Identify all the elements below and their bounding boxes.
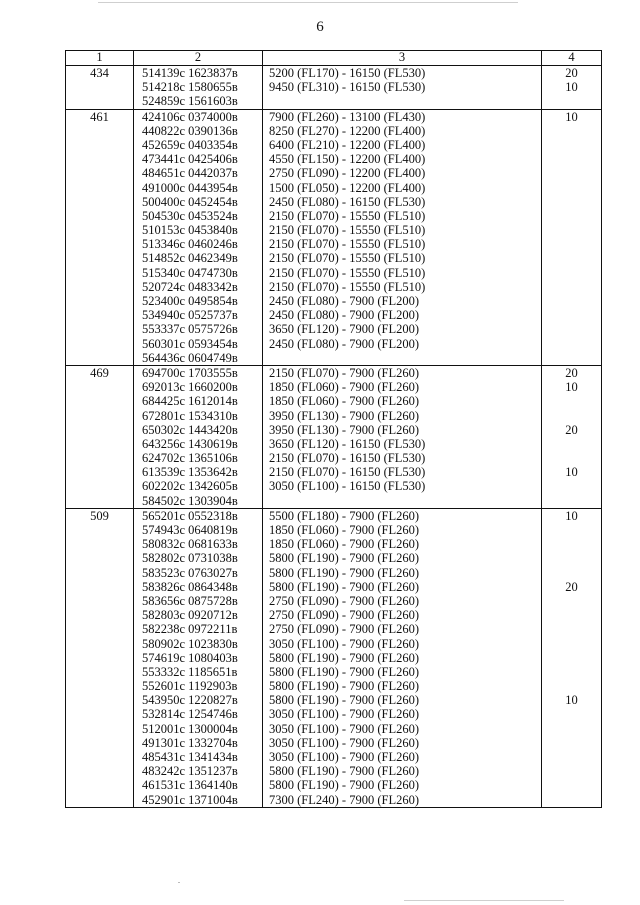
level-range-line: 5800 (FL190) - 7900 (FL260) — [269, 664, 419, 679]
coordinate-line: 461531с 1364140в — [142, 778, 238, 793]
value-line — [542, 750, 601, 764]
level-range-line: 5800 (FL190) - 7900 (FL260) — [269, 679, 419, 694]
level-range-line: 2450 (FL080) - 7900 (FL200) — [269, 308, 419, 323]
group-id: 509 — [90, 508, 109, 523]
level-range-line: 5800 (FL190) - 7900 (FL260) — [269, 778, 419, 793]
value-line: 10 — [565, 465, 578, 480]
value-line: 20 — [565, 422, 578, 437]
value-line — [542, 651, 601, 665]
value-line — [542, 294, 601, 308]
value-line — [542, 551, 601, 565]
coordinate-line: 484651с 0442037в — [142, 166, 238, 181]
levels-cell — [263, 109, 542, 365]
level-range-line: 5800 (FL190) - 7900 (FL260) — [269, 579, 419, 594]
level-range-line: 3050 (FL100) - 16150 (FL530) — [269, 479, 426, 494]
level-range-line: 2150 (FL070) - 15550 (FL510) — [269, 265, 426, 280]
levels-cell — [263, 508, 542, 807]
group-id-cell — [66, 508, 134, 807]
value-line: 10 — [565, 80, 578, 95]
coordinate-line: 523400с 0495854в — [142, 294, 238, 308]
coordinates-cell — [134, 365, 263, 508]
level-range-line: 2750 (FL090) - 7900 (FL260) — [269, 608, 419, 623]
value-line — [542, 195, 601, 209]
coordinate-line: 514139с 1623837в — [142, 66, 238, 80]
group-id-cell — [66, 66, 134, 110]
table-group-row — [66, 365, 602, 508]
levels-cell — [263, 66, 542, 110]
value-line — [542, 138, 601, 152]
level-range-line: 7300 (FL240) - 7900 (FL260) — [269, 792, 419, 807]
coordinate-line: 582802с 0731038в — [142, 551, 238, 566]
value-line — [542, 351, 601, 365]
coordinate-line: 500400с 0452454в — [142, 194, 238, 209]
coordinate-line: 515340с 0474730в — [142, 265, 238, 280]
page-number: 6 — [316, 19, 324, 35]
value-line — [542, 322, 601, 336]
coordinate-line: 504530с 0453524в — [142, 208, 238, 223]
coordinate-line: 514218с 1580655в — [142, 80, 238, 95]
coordinate-line: 602202с 1342605в — [142, 479, 238, 494]
coordinate-line: 510153с 0453840в — [142, 223, 238, 238]
coordinate-line: 583523с 0763027в — [142, 565, 238, 580]
coordinate-line: 473441с 0425406в — [142, 152, 238, 167]
level-range-line: 3050 (FL100) - 7900 (FL260) — [269, 707, 419, 722]
value-line — [542, 209, 601, 223]
value-line: 20 — [565, 365, 578, 380]
group-id: 434 — [90, 66, 109, 80]
level-range-line: 3650 (FL120) - 16150 (FL530) — [269, 436, 426, 451]
level-range-line: 5200 (FL170) - 16150 (FL530) — [269, 66, 426, 80]
table-group-row — [66, 508, 602, 807]
level-range-line: 8250 (FL270) - 12200 (FL400) — [269, 123, 426, 138]
coordinate-line: 553337с 0575726в — [142, 322, 238, 337]
value-line — [542, 537, 601, 551]
coordinate-line: 452901с 1371004в — [142, 792, 238, 807]
group-id-cell — [66, 365, 134, 508]
value-line — [542, 637, 601, 651]
value-line — [542, 223, 601, 237]
value-line: 10 — [565, 693, 578, 708]
value-line — [542, 308, 601, 322]
coordinate-line: 574619с 1080403в — [142, 650, 238, 665]
scan-speck — [178, 882, 180, 883]
level-range-line: 3050 (FL100) - 7900 (FL260) — [269, 721, 419, 736]
coordinate-line: 524859с 1561603в — [142, 94, 238, 109]
value-line — [542, 494, 601, 508]
coordinate-line: 624702с 1365106в — [142, 451, 238, 466]
value-cell — [542, 109, 602, 365]
value-line — [542, 764, 601, 778]
level-range-line: 1850 (FL060) - 7900 (FL260) — [269, 394, 419, 409]
level-range-line: 6400 (FL210) - 12200 (FL400) — [269, 137, 426, 152]
coordinate-line: 583656с 0875728в — [142, 593, 238, 608]
coordinate-line: 565201с 0552318в — [142, 508, 238, 523]
value-line — [542, 237, 601, 251]
coordinate-line: 552601с 1192903в — [142, 679, 238, 694]
value-line — [542, 778, 601, 792]
level-range-line: 7900 (FL260) - 13100 (FL430) — [269, 109, 426, 124]
coordinate-line: 583826с 0864348в — [142, 579, 238, 594]
level-range-line: 2750 (FL090) - 12200 (FL400) — [269, 166, 426, 181]
level-range-line: 2450 (FL080) - 7900 (FL200) — [269, 336, 419, 351]
top-rule — [98, 2, 518, 3]
level-range-line: 5800 (FL190) - 7900 (FL260) — [269, 693, 419, 708]
coordinate-line: 672801с 1534310в — [142, 408, 238, 423]
value-line — [542, 594, 601, 608]
coordinate-line: 520724с 0483342в — [142, 279, 238, 294]
level-range-line: 1850 (FL060) - 7900 (FL260) — [269, 523, 419, 537]
coordinate-line: 512001с 1300004в — [142, 721, 238, 736]
value-line — [542, 665, 601, 679]
value-line — [542, 722, 601, 736]
level-range-line: 3050 (FL100) - 7900 (FL260) — [269, 750, 419, 764]
value-line — [542, 251, 601, 265]
coordinate-line: 582238с 0972211в — [142, 622, 238, 637]
level-range-line: 5800 (FL190) - 7900 (FL260) — [269, 551, 419, 566]
group-id-cell — [66, 109, 134, 365]
level-range-line: 5800 (FL190) - 7900 (FL260) — [269, 650, 419, 665]
table-group-row — [66, 109, 602, 365]
level-range-line: 4550 (FL150) - 12200 (FL400) — [269, 152, 426, 167]
value-line — [542, 152, 601, 166]
coordinate-line: 452659с 0403354в — [142, 137, 238, 152]
level-range-line: 2450 (FL080) - 16150 (FL530) — [269, 194, 426, 209]
level-range-line: 2150 (FL070) - 15550 (FL510) — [269, 251, 426, 266]
coordinate-line: 582803с 0920712в — [142, 608, 238, 623]
level-range-line: 2150 (FL070) - 15550 (FL510) — [269, 208, 426, 223]
table-header-row — [66, 51, 602, 66]
level-range-line: 2150 (FL070) - 15550 (FL510) — [269, 223, 426, 238]
value-line: 20 — [565, 66, 578, 80]
level-range-line — [263, 494, 541, 508]
level-range-line: 2750 (FL090) - 7900 (FL260) — [269, 622, 419, 637]
value-line — [542, 266, 601, 280]
coordinate-line: 514852с 0462349в — [142, 251, 238, 266]
coordinate-line: 694700с 1703555в — [142, 365, 238, 380]
route-table — [65, 50, 602, 808]
level-range-line: 1500 (FL050) - 12200 (FL400) — [269, 180, 426, 195]
coordinate-line: 564436с 0604749в — [142, 350, 238, 365]
coordinate-line: 650302с 1443420в — [142, 422, 238, 437]
level-range-line: 3050 (FL100) - 7900 (FL260) — [269, 735, 419, 750]
value-line — [542, 622, 601, 636]
coordinate-line: 534940с 0525737в — [142, 308, 238, 323]
coordinates-cell — [134, 66, 263, 110]
value-line — [542, 409, 601, 423]
value-line — [542, 523, 601, 537]
coordinate-line: 692013с 1660200в — [142, 380, 238, 395]
level-range-line: 2750 (FL090) - 7900 (FL260) — [269, 593, 419, 608]
level-range-line: 2450 (FL080) - 7900 (FL200) — [269, 294, 419, 308]
coordinate-line: 491000с 0443954в — [142, 180, 238, 195]
value-line — [542, 679, 601, 693]
value-line — [542, 181, 601, 195]
value-line — [542, 479, 601, 493]
coordinate-line: 483242с 1351237в — [142, 764, 238, 779]
bottom-rule — [404, 900, 564, 901]
column-header-2: 2 — [134, 51, 263, 66]
value-line: 10 — [565, 508, 578, 523]
level-range-line: 3950 (FL130) - 7900 (FL260) — [269, 422, 419, 437]
value-line — [542, 566, 601, 580]
level-range-line: 3650 (FL120) - 7900 (FL200) — [269, 322, 419, 337]
value-line — [542, 793, 601, 807]
levels-cell — [263, 365, 542, 508]
coordinate-line: 513346с 0460246в — [142, 237, 238, 252]
value-line — [542, 451, 601, 465]
level-range-line: 1850 (FL060) - 7900 (FL260) — [269, 537, 419, 552]
value-line — [542, 608, 601, 622]
level-range-line: 5800 (FL190) - 7900 (FL260) — [269, 565, 419, 580]
table-group-row — [66, 66, 602, 110]
level-range-line: 3050 (FL100) - 7900 (FL260) — [269, 636, 419, 651]
column-header-3: 3 — [263, 51, 542, 66]
column-header-1: 1 — [66, 51, 134, 66]
value-line — [542, 124, 601, 138]
coordinate-line: 643256с 1430619в — [142, 436, 238, 451]
level-range-line: 2150 (FL070) - 15550 (FL510) — [269, 237, 426, 252]
level-range-line: 9450 (FL310) - 16150 (FL530) — [269, 80, 426, 95]
group-id: 469 — [90, 365, 109, 380]
value-line: 20 — [565, 579, 578, 594]
value-line — [542, 394, 601, 408]
value-line — [542, 280, 601, 294]
coordinate-line: 684425с 1612014в — [142, 394, 238, 409]
value-line — [542, 94, 601, 108]
level-range-line: 2150 (FL070) - 16150 (FL530) — [269, 465, 426, 480]
level-range-line: 5800 (FL190) - 7900 (FL260) — [269, 764, 419, 779]
coordinate-line: 574943с 0640819в — [142, 523, 238, 537]
coordinate-line: 613539с 1353642в — [142, 465, 238, 480]
value-cell — [542, 365, 602, 508]
value-line — [542, 736, 601, 750]
value-cell — [542, 66, 602, 110]
coordinate-line: 424106с 0374000в — [142, 109, 238, 124]
coordinate-line: 580902с 1023830в — [142, 636, 238, 651]
coordinate-line: 584502с 1303904в — [142, 493, 238, 508]
level-range-line: 2150 (FL070) - 15550 (FL510) — [269, 279, 426, 294]
level-range-line — [263, 351, 541, 365]
coordinates-cell — [134, 508, 263, 807]
coordinate-line: 532814с 1254746в — [142, 707, 238, 722]
value-line: 10 — [565, 109, 578, 124]
coordinates-cell — [134, 109, 263, 365]
value-line — [542, 166, 601, 180]
column-header-4: 4 — [542, 51, 602, 66]
level-range-line: 5500 (FL180) - 7900 (FL260) — [269, 508, 419, 523]
coordinate-line: 560301с 0593454в — [142, 336, 238, 351]
value-cell — [542, 508, 602, 807]
coordinate-line: 440822с 0390136в — [142, 123, 238, 138]
level-range-line: 1850 (FL060) - 7900 (FL260) — [269, 380, 419, 395]
level-range-line: 2150 (FL070) - 7900 (FL260) — [269, 365, 419, 380]
coordinate-line: 543950с 1220827в — [142, 693, 238, 708]
coordinate-line: 491301с 1332704в — [142, 735, 238, 750]
level-range-line — [263, 94, 541, 108]
coordinate-line: 580832с 0681633в — [142, 537, 238, 552]
group-id: 461 — [90, 109, 109, 124]
value-line — [542, 707, 601, 721]
value-line — [542, 437, 601, 451]
coordinate-line: 485431с 1341434в — [142, 750, 238, 764]
level-range-line: 3950 (FL130) - 7900 (FL260) — [269, 408, 419, 423]
value-line: 10 — [565, 380, 578, 395]
value-line — [542, 337, 601, 351]
coordinate-line: 553332с 1185651в — [142, 664, 238, 679]
level-range-line: 2150 (FL070) - 16150 (FL530) — [269, 451, 426, 466]
